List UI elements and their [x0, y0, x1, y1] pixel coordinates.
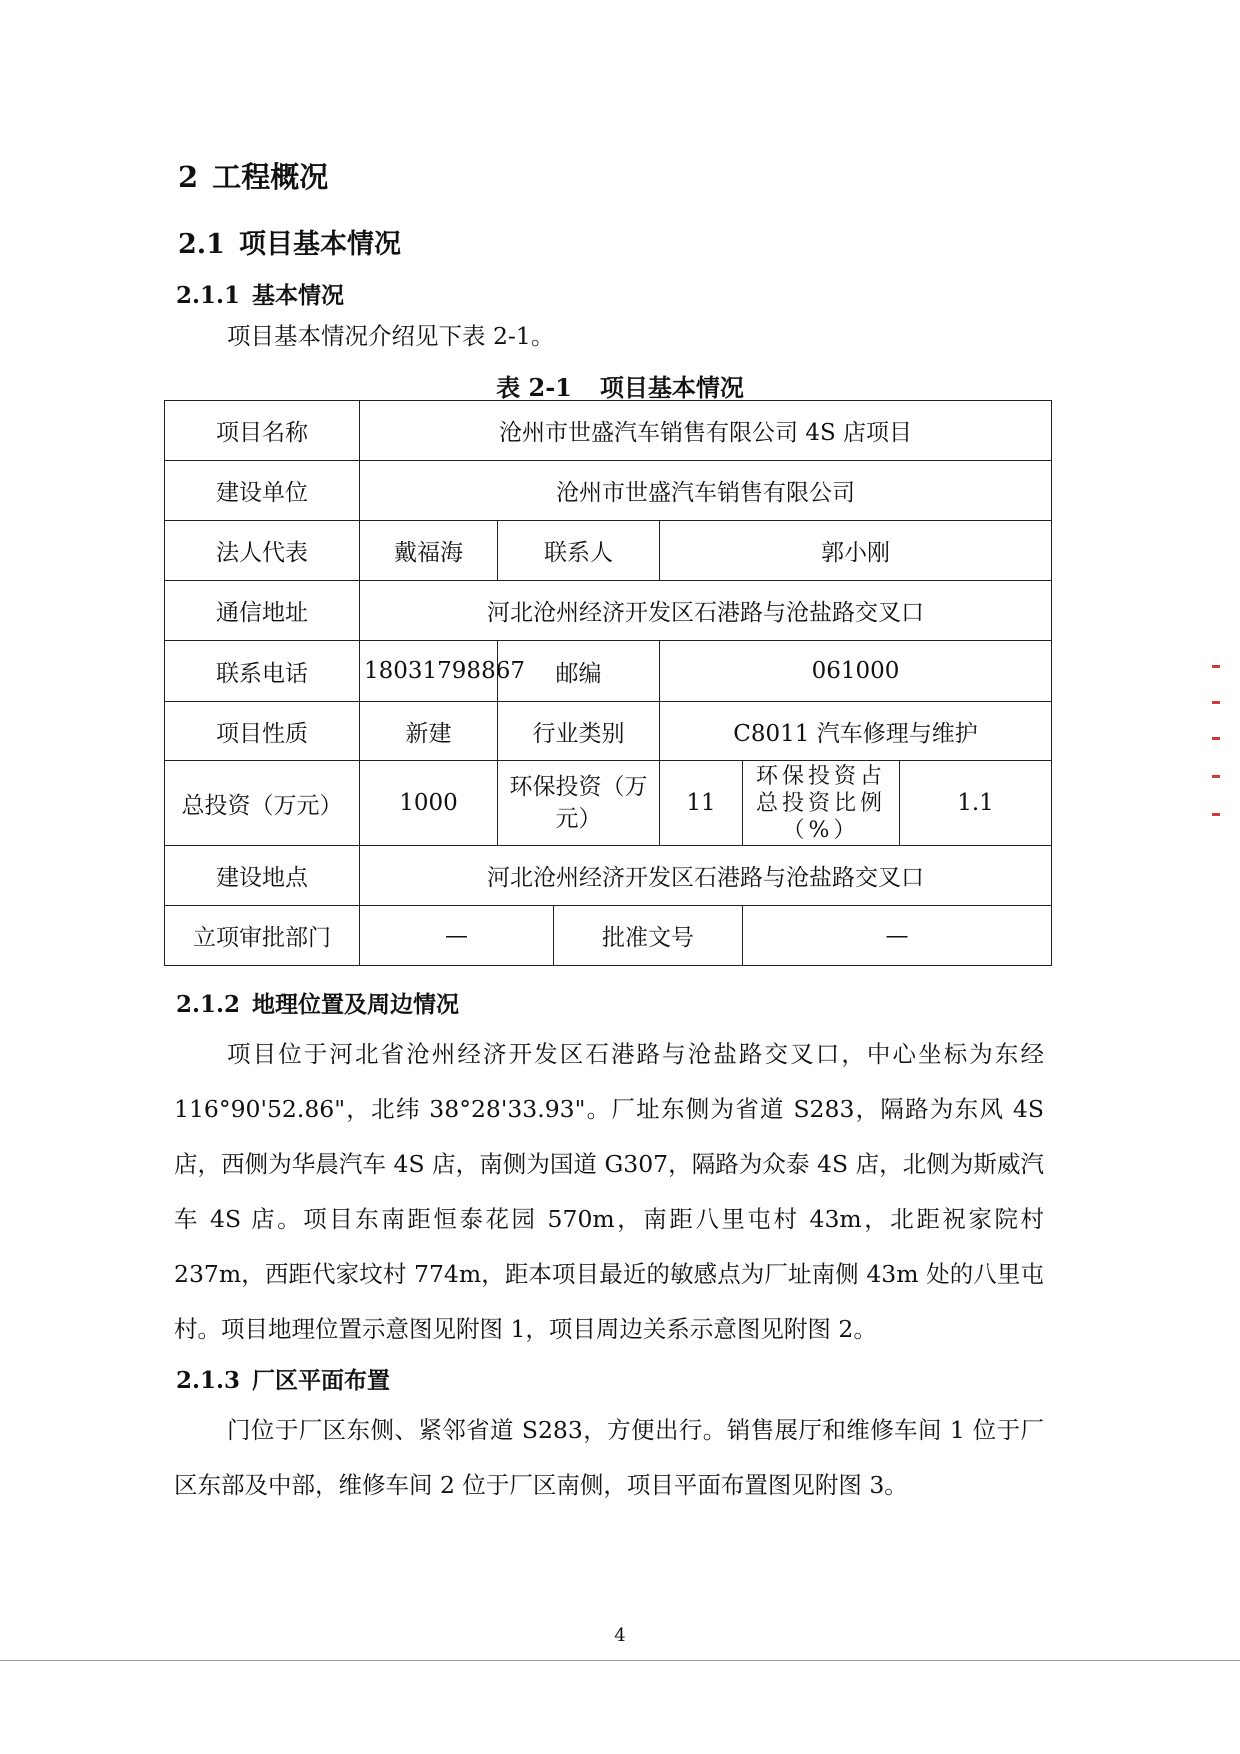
approval-no-label: 批准文号	[554, 906, 743, 966]
table-row	[165, 906, 1052, 966]
table-caption-number: 表 2-1	[496, 373, 572, 402]
intro-paragraph: 项目基本情况介绍见下表 2-1。	[227, 322, 555, 350]
section-title: 项目基本情况	[238, 229, 401, 260]
address-value: 河北沧州经济开发区石港路与沧盐路交叉口	[360, 581, 1052, 641]
approval-dept-label: 立项审批部门	[165, 906, 360, 966]
chapter-number: 2	[178, 160, 199, 194]
table-row	[165, 401, 1052, 461]
postcode-label: 邮编	[498, 641, 660, 702]
approval-dept-value: —	[360, 906, 554, 966]
nature-value: 新建	[360, 702, 498, 761]
table-row	[165, 521, 1052, 581]
nature-label: 项目性质	[165, 702, 360, 761]
subsection-number: 2.1.3	[176, 1367, 241, 1394]
table-caption	[0, 368, 1240, 403]
address-label: 通信地址	[165, 581, 360, 641]
project-info-table	[164, 400, 1052, 966]
location-paragraph: 项目位于河北省沧州经济开发区石港路与沧盐路交叉口，中心坐标为东经 116°90'52.86"，北纬 38°28'33.93"。厂址东侧为省道 S283，隔路为东风 4S 店，西侧为华晨汽车 4S 店，南侧为国道 G307，隔路为众泰 4S 店，北侧为斯威汽车 4S 店。项目东南距恒泰花园 570m，南距八里屯村 43m，北距祝家院村 237m，西距代家坟村 774m，距本项目最近的敏感点为厂址南侧 43m 处的八里屯村。项目地理位置示意图见附图 1，项目周边关系示意图见附图 2。	[174, 1040, 1044, 1343]
margin-stamp-marks	[1212, 665, 1226, 845]
subsection-number: 2.1.2	[176, 991, 241, 1018]
phone-label: 联系电话	[165, 641, 360, 702]
env-ratio-value: 1.1	[900, 761, 1052, 846]
layout-paragraph: 门位于厂区东侧、紧邻省道 S283，方便出行。销售展厅和维修车间 1 位于厂区东部及中部，维修车间 2 位于厂区南侧，项目平面布置图见附图 3。	[174, 1416, 1044, 1499]
subsection-heading-layout	[176, 1362, 390, 1395]
table-row	[165, 461, 1052, 521]
contact-value: 郭小刚	[660, 521, 1052, 581]
table-row	[165, 846, 1052, 906]
page-number: 4	[614, 1625, 626, 1646]
investment-label: 总投资（万元）	[165, 761, 360, 846]
subsection-title: 基本情况	[252, 282, 345, 309]
builder-label: 建设单位	[165, 461, 360, 521]
section-heading	[178, 222, 401, 261]
contact-label: 联系人	[498, 521, 660, 581]
chapter-heading	[178, 155, 328, 196]
subsection-heading-basic	[176, 277, 344, 310]
table-row	[165, 702, 1052, 761]
legal-rep-label: 法人代表	[165, 521, 360, 581]
subsection-title: 厂区平面布置	[252, 1367, 391, 1394]
table-row	[165, 761, 1052, 846]
table-row	[165, 581, 1052, 641]
footer-rule	[0, 1660, 1240, 1661]
subsection-title: 地理位置及周边情况	[252, 991, 460, 1018]
location-label: 建设地点	[165, 846, 360, 906]
legal-rep-value: 戴福海	[360, 521, 498, 581]
approval-no-value: —	[743, 906, 1052, 966]
table-row	[165, 641, 1052, 702]
env-ratio-label: 环保投资占总投资比例（%）	[743, 761, 900, 846]
section-number: 2.1	[178, 229, 225, 260]
table-caption-title: 项目基本情况	[599, 373, 744, 402]
investment-value: 1000	[360, 761, 498, 846]
chapter-title: 工程概况	[212, 160, 329, 194]
project-name-label: 项目名称	[165, 401, 360, 461]
industry-label: 行业类别	[498, 702, 660, 761]
builder-value: 沧州市世盛汽车销售有限公司	[360, 461, 1052, 521]
location-value: 河北沧州经济开发区石港路与沧盐路交叉口	[360, 846, 1052, 906]
project-name-value: 沧州市世盛汽车销售有限公司 4S 店项目	[360, 401, 1052, 461]
subsection-heading-location	[176, 986, 459, 1019]
env-investment-label: 环保投资（万元）	[498, 761, 660, 846]
phone-value: 18031798867	[360, 641, 498, 702]
subsection-number: 2.1.1	[176, 282, 241, 309]
postcode-value: 061000	[660, 641, 1052, 702]
industry-value: C8011 汽车修理与维护	[660, 702, 1052, 761]
env-investment-value: 11	[660, 761, 743, 846]
